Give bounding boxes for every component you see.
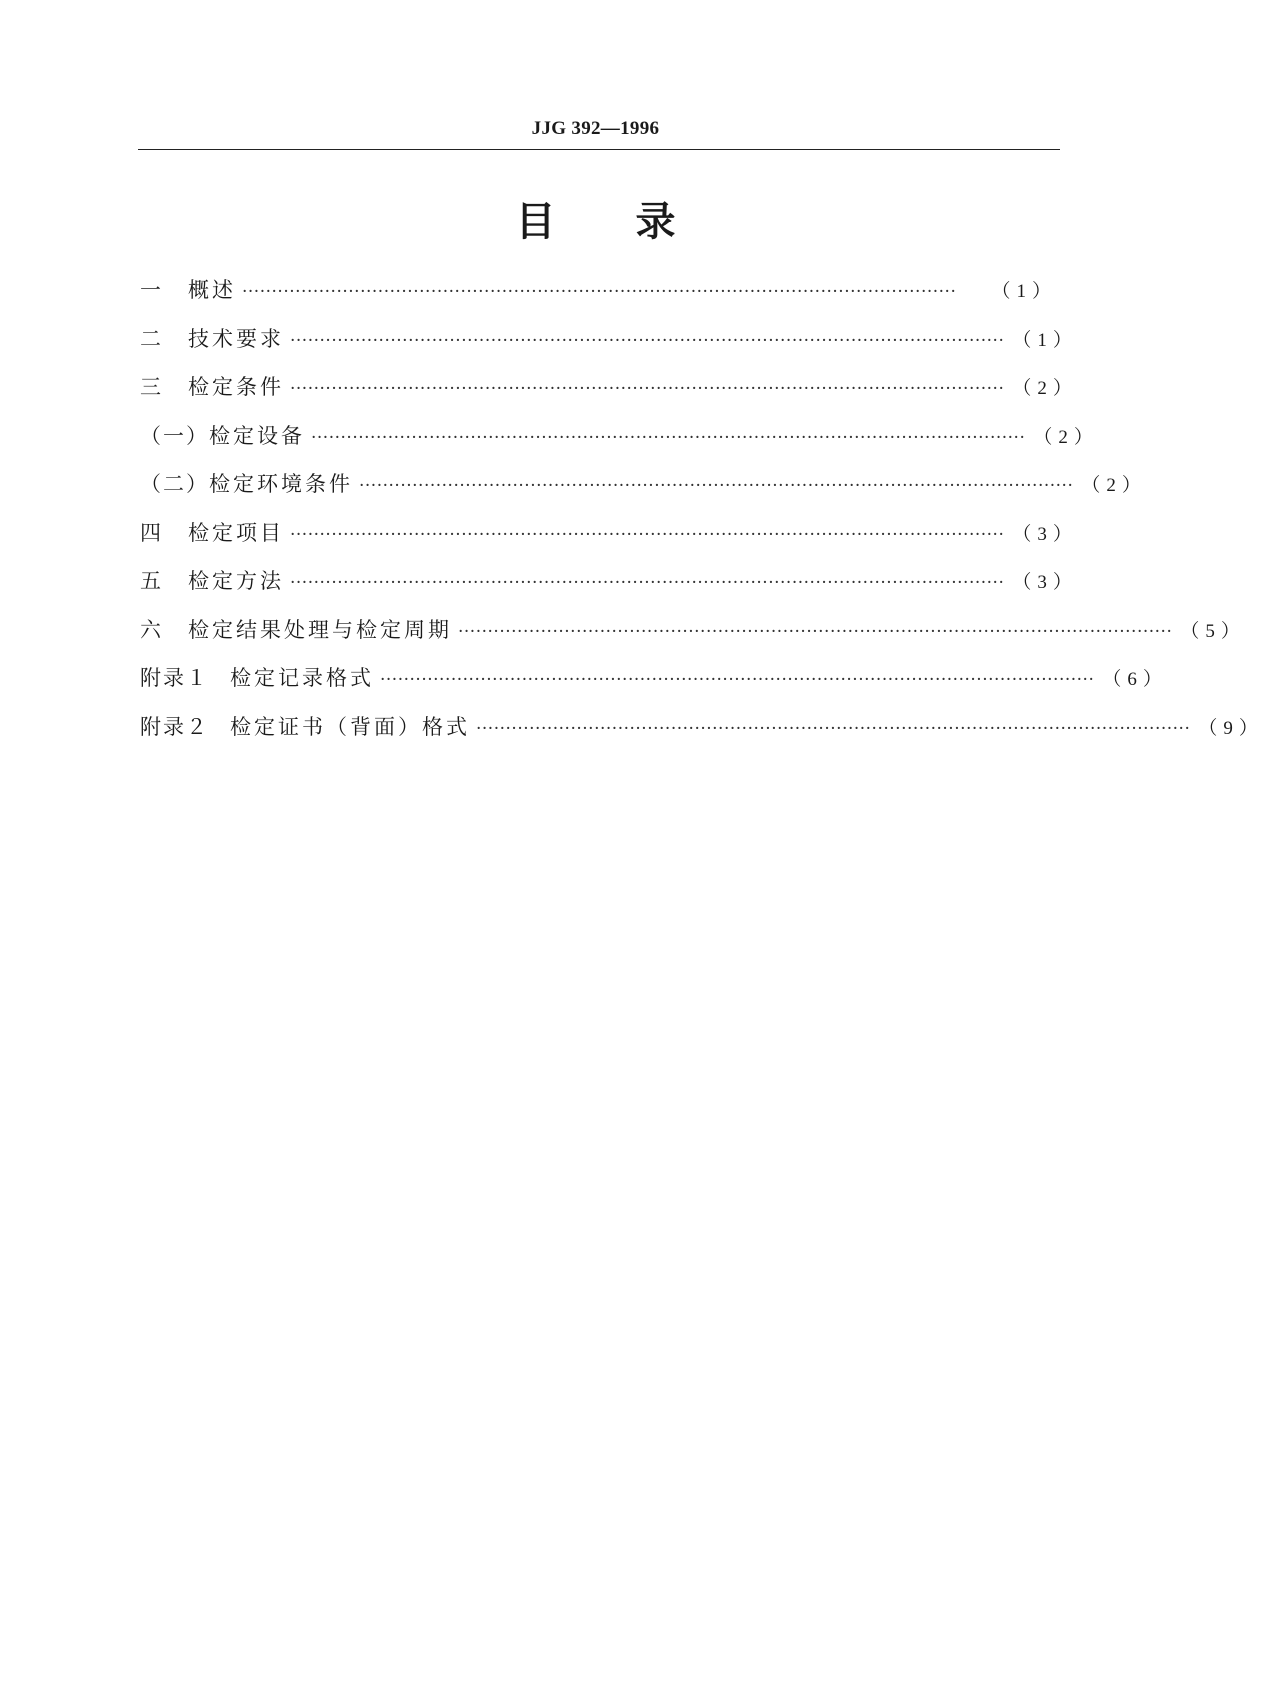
toc-entry-title: 检定设备 [209,423,305,448]
toc-entry-number: 附录２ [140,714,209,739]
toc-dot-leader: ························································································································· [380,670,1095,690]
toc-entry-number: （一） [140,423,209,448]
toc-entry-title: 检定记录格式 [230,666,374,690]
title-char-2: 录 [635,199,676,245]
toc-entry-number: 附录１ [140,666,209,690]
toc-entry[interactable] [140,324,1078,373]
toc-dot-leader: ························································································································· [242,282,957,302]
toc-entry[interactable] [140,469,1147,518]
toc-dot-leader: ························································································································· [290,524,1005,545]
header-rule [138,149,1060,150]
toc-entry[interactable] [140,372,1078,421]
toc-entry-page: （9） [1198,717,1264,739]
toc-dot-leader: ························································································································· [290,379,1005,399]
toc-entry[interactable] [140,421,1099,470]
toc-entry[interactable] [140,615,1246,664]
table-of-contents [140,275,1264,760]
toc-entry[interactable] [140,712,1264,761]
toc-entry-number: 三 [140,375,163,399]
toc-entry-title: 检定结果处理与检定周期 [188,617,452,642]
toc-entry-number: 一 [140,278,163,302]
toc-entry-title: 检定证书（背面）格式 [230,714,470,739]
toc-entry[interactable] [140,663,1168,712]
toc-dot-leader: ························································································································· [311,427,1026,448]
toc-entry[interactable] [140,518,1078,567]
toc-entry-number: 五 [140,569,163,593]
toc-dot-leader: ························································································································· [359,476,1074,496]
toc-entry-number: 二 [140,326,163,351]
title-char-1: 目 [515,199,556,245]
toc-entry-page: （1） [991,281,1057,302]
toc-entry-page: （3） [1012,523,1078,545]
document-code: JJG 392—1996 [531,118,660,139]
toc-dot-leader: ························································································································· [476,718,1191,739]
toc-dot-leader: ························································································································· [290,330,1005,351]
toc-entry-title: 概述 [188,278,236,302]
page-title [0,196,1191,248]
toc-entry-title: 检定环境条件 [209,472,353,496]
toc-entry-title: 技术要求 [188,326,284,351]
toc-entry[interactable] [140,566,1078,615]
toc-entry-number: 六 [140,617,163,642]
toc-dot-leader: ························································································································· [458,621,1173,642]
toc-entry-page: （1） [1012,329,1078,351]
toc-entry[interactable] [140,275,1057,324]
toc-entry-title: 检定方法 [188,569,284,593]
toc-entry-title: 检定项目 [188,520,284,545]
toc-entry-page: （3） [1012,572,1078,593]
toc-entry-number: 四 [140,520,163,545]
toc-entry-page: （2） [1081,475,1147,496]
toc-dot-leader: ························································································································· [290,573,1005,593]
toc-entry-page: （2） [1012,378,1078,399]
toc-entry-page: （5） [1180,620,1246,642]
toc-entry-number: （二） [140,472,209,496]
toc-entry-title: 检定条件 [188,375,284,399]
toc-entry-page: （6） [1102,669,1168,690]
toc-entry-page: （2） [1033,426,1099,448]
